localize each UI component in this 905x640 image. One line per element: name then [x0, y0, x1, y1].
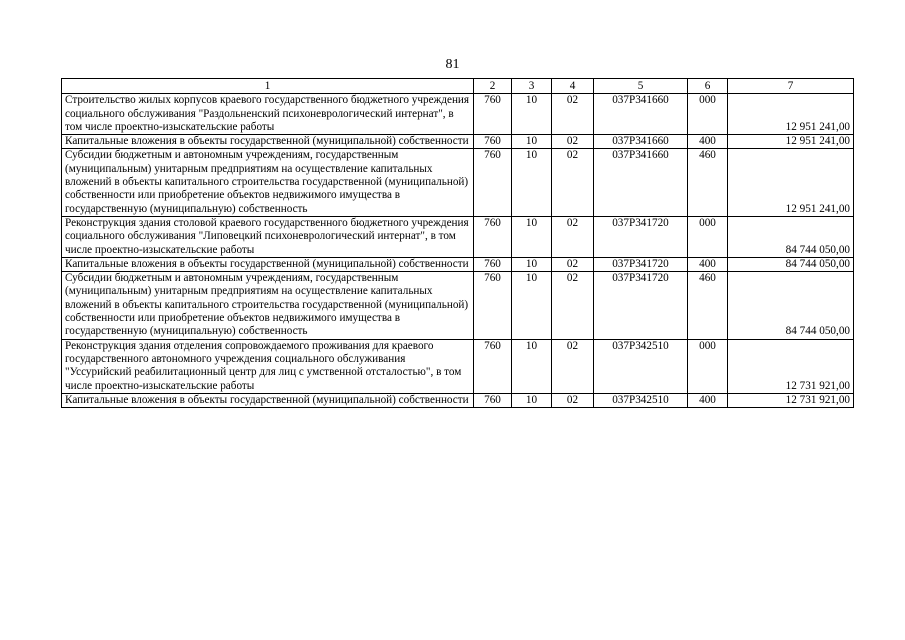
column-header: 5 — [594, 79, 688, 94]
target-article-cell: 037P341660 — [594, 135, 688, 149]
target-article-cell: 037P341720 — [594, 216, 688, 257]
subsection-code-cell: 02 — [552, 94, 594, 135]
subsection-code-cell: 02 — [552, 272, 594, 339]
expense-type-cell: 000 — [688, 216, 728, 257]
amount-cell: 12 951 241,00 — [728, 135, 854, 149]
row-name-cell: Капитальные вложения в объекты государственной (муниципальной) собственности — [62, 135, 474, 149]
target-article-cell: 037P341660 — [594, 94, 688, 135]
admin-code-cell: 760 — [474, 149, 512, 216]
table-row — [62, 135, 854, 149]
section-code-cell: 10 — [512, 135, 552, 149]
amount-cell: 84 744 050,00 — [728, 257, 854, 271]
column-header: 7 — [728, 79, 854, 94]
subsection-code-cell: 02 — [552, 257, 594, 271]
table-row — [62, 149, 854, 216]
column-number-row — [62, 79, 854, 94]
table-row — [62, 257, 854, 271]
admin-code-cell: 760 — [474, 94, 512, 135]
table-row — [62, 216, 854, 257]
admin-code-cell: 760 — [474, 257, 512, 271]
table-body — [62, 94, 854, 408]
expense-type-cell: 400 — [688, 257, 728, 271]
column-header: 4 — [552, 79, 594, 94]
row-name-cell: Реконструкция здания отделения сопровождаемого проживания для краевого государственного автономного учреждения социального обслуживания "Уссурийский реабилитационный центр для лиц с умственной отсталостью", в том числе проектно-изыскательские работы — [62, 339, 474, 393]
section-code-cell: 10 — [512, 339, 552, 393]
table-row — [62, 94, 854, 135]
table-row — [62, 339, 854, 393]
expense-type-cell: 000 — [688, 339, 728, 393]
section-code-cell: 10 — [512, 149, 552, 216]
admin-code-cell: 760 — [474, 393, 512, 407]
expense-type-cell: 460 — [688, 272, 728, 339]
target-article-cell: 037P341720 — [594, 272, 688, 339]
admin-code-cell: 760 — [474, 135, 512, 149]
subsection-code-cell: 02 — [552, 216, 594, 257]
section-code-cell: 10 — [512, 216, 552, 257]
expense-type-cell: 400 — [688, 135, 728, 149]
amount-cell: 12 731 921,00 — [728, 393, 854, 407]
page-number: 81 — [445, 57, 460, 72]
target-article-cell: 037P341720 — [594, 257, 688, 271]
amount-cell: 12 731 921,00 — [728, 339, 854, 393]
amount-cell: 12 951 241,00 — [728, 149, 854, 216]
table-row — [62, 272, 854, 339]
amount-cell: 12 951 241,00 — [728, 94, 854, 135]
admin-code-cell: 760 — [474, 216, 512, 257]
row-name-cell: Строительство жилых корпусов краевого государственного бюджетного учреждения социального обслуживания "Раздольненский психоневрологический интернат", в том числе проектно-изыскательские работы — [62, 94, 474, 135]
row-name-cell: Субсидии бюджетным и автономным учреждениям, государственным (муниципальным) унитарным предприятиям на осуществление капитальных вложений в объекты капитального строительства государственной (муниципальной) собственности или приобретение объектов недвижимого имущества в государственную (муниципальную) собственность — [62, 272, 474, 339]
subsection-code-cell: 02 — [552, 149, 594, 216]
target-article-cell: 037P342510 — [594, 393, 688, 407]
subsection-code-cell: 02 — [552, 135, 594, 149]
expense-type-cell: 000 — [688, 94, 728, 135]
admin-code-cell: 760 — [474, 339, 512, 393]
target-article-cell: 037P341660 — [594, 149, 688, 216]
admin-code-cell: 760 — [474, 272, 512, 339]
subsection-code-cell: 02 — [552, 393, 594, 407]
column-header: 1 — [62, 79, 474, 94]
row-name-cell: Реконструкция здания столовой краевого государственного бюджетного учреждения социального обслуживания "Липовецкий психоневрологический интернат", в том числе проектно-изыскательские работы — [62, 216, 474, 257]
amount-cell: 84 744 050,00 — [728, 272, 854, 339]
expense-type-cell: 400 — [688, 393, 728, 407]
column-header: 6 — [688, 79, 728, 94]
target-article-cell: 037P342510 — [594, 339, 688, 393]
column-header: 3 — [512, 79, 552, 94]
amount-cell: 84 744 050,00 — [728, 216, 854, 257]
row-name-cell: Капитальные вложения в объекты государственной (муниципальной) собственности — [62, 393, 474, 407]
section-code-cell: 10 — [512, 257, 552, 271]
table-row — [62, 393, 854, 407]
budget-table — [61, 78, 854, 408]
row-name-cell: Капитальные вложения в объекты государственной (муниципальной) собственности — [62, 257, 474, 271]
section-code-cell: 10 — [512, 393, 552, 407]
column-header: 2 — [474, 79, 512, 94]
row-name-cell: Субсидии бюджетным и автономным учреждениям, государственным (муниципальным) унитарным предприятиям на осуществление капитальных вложений в объекты капитального строительства государственной (муниципальной) собственности или приобретение объектов недвижимого имущества в государственную (муниципальную) собственность — [62, 149, 474, 216]
subsection-code-cell: 02 — [552, 339, 594, 393]
section-code-cell: 10 — [512, 94, 552, 135]
section-code-cell: 10 — [512, 272, 552, 339]
expense-type-cell: 460 — [688, 149, 728, 216]
